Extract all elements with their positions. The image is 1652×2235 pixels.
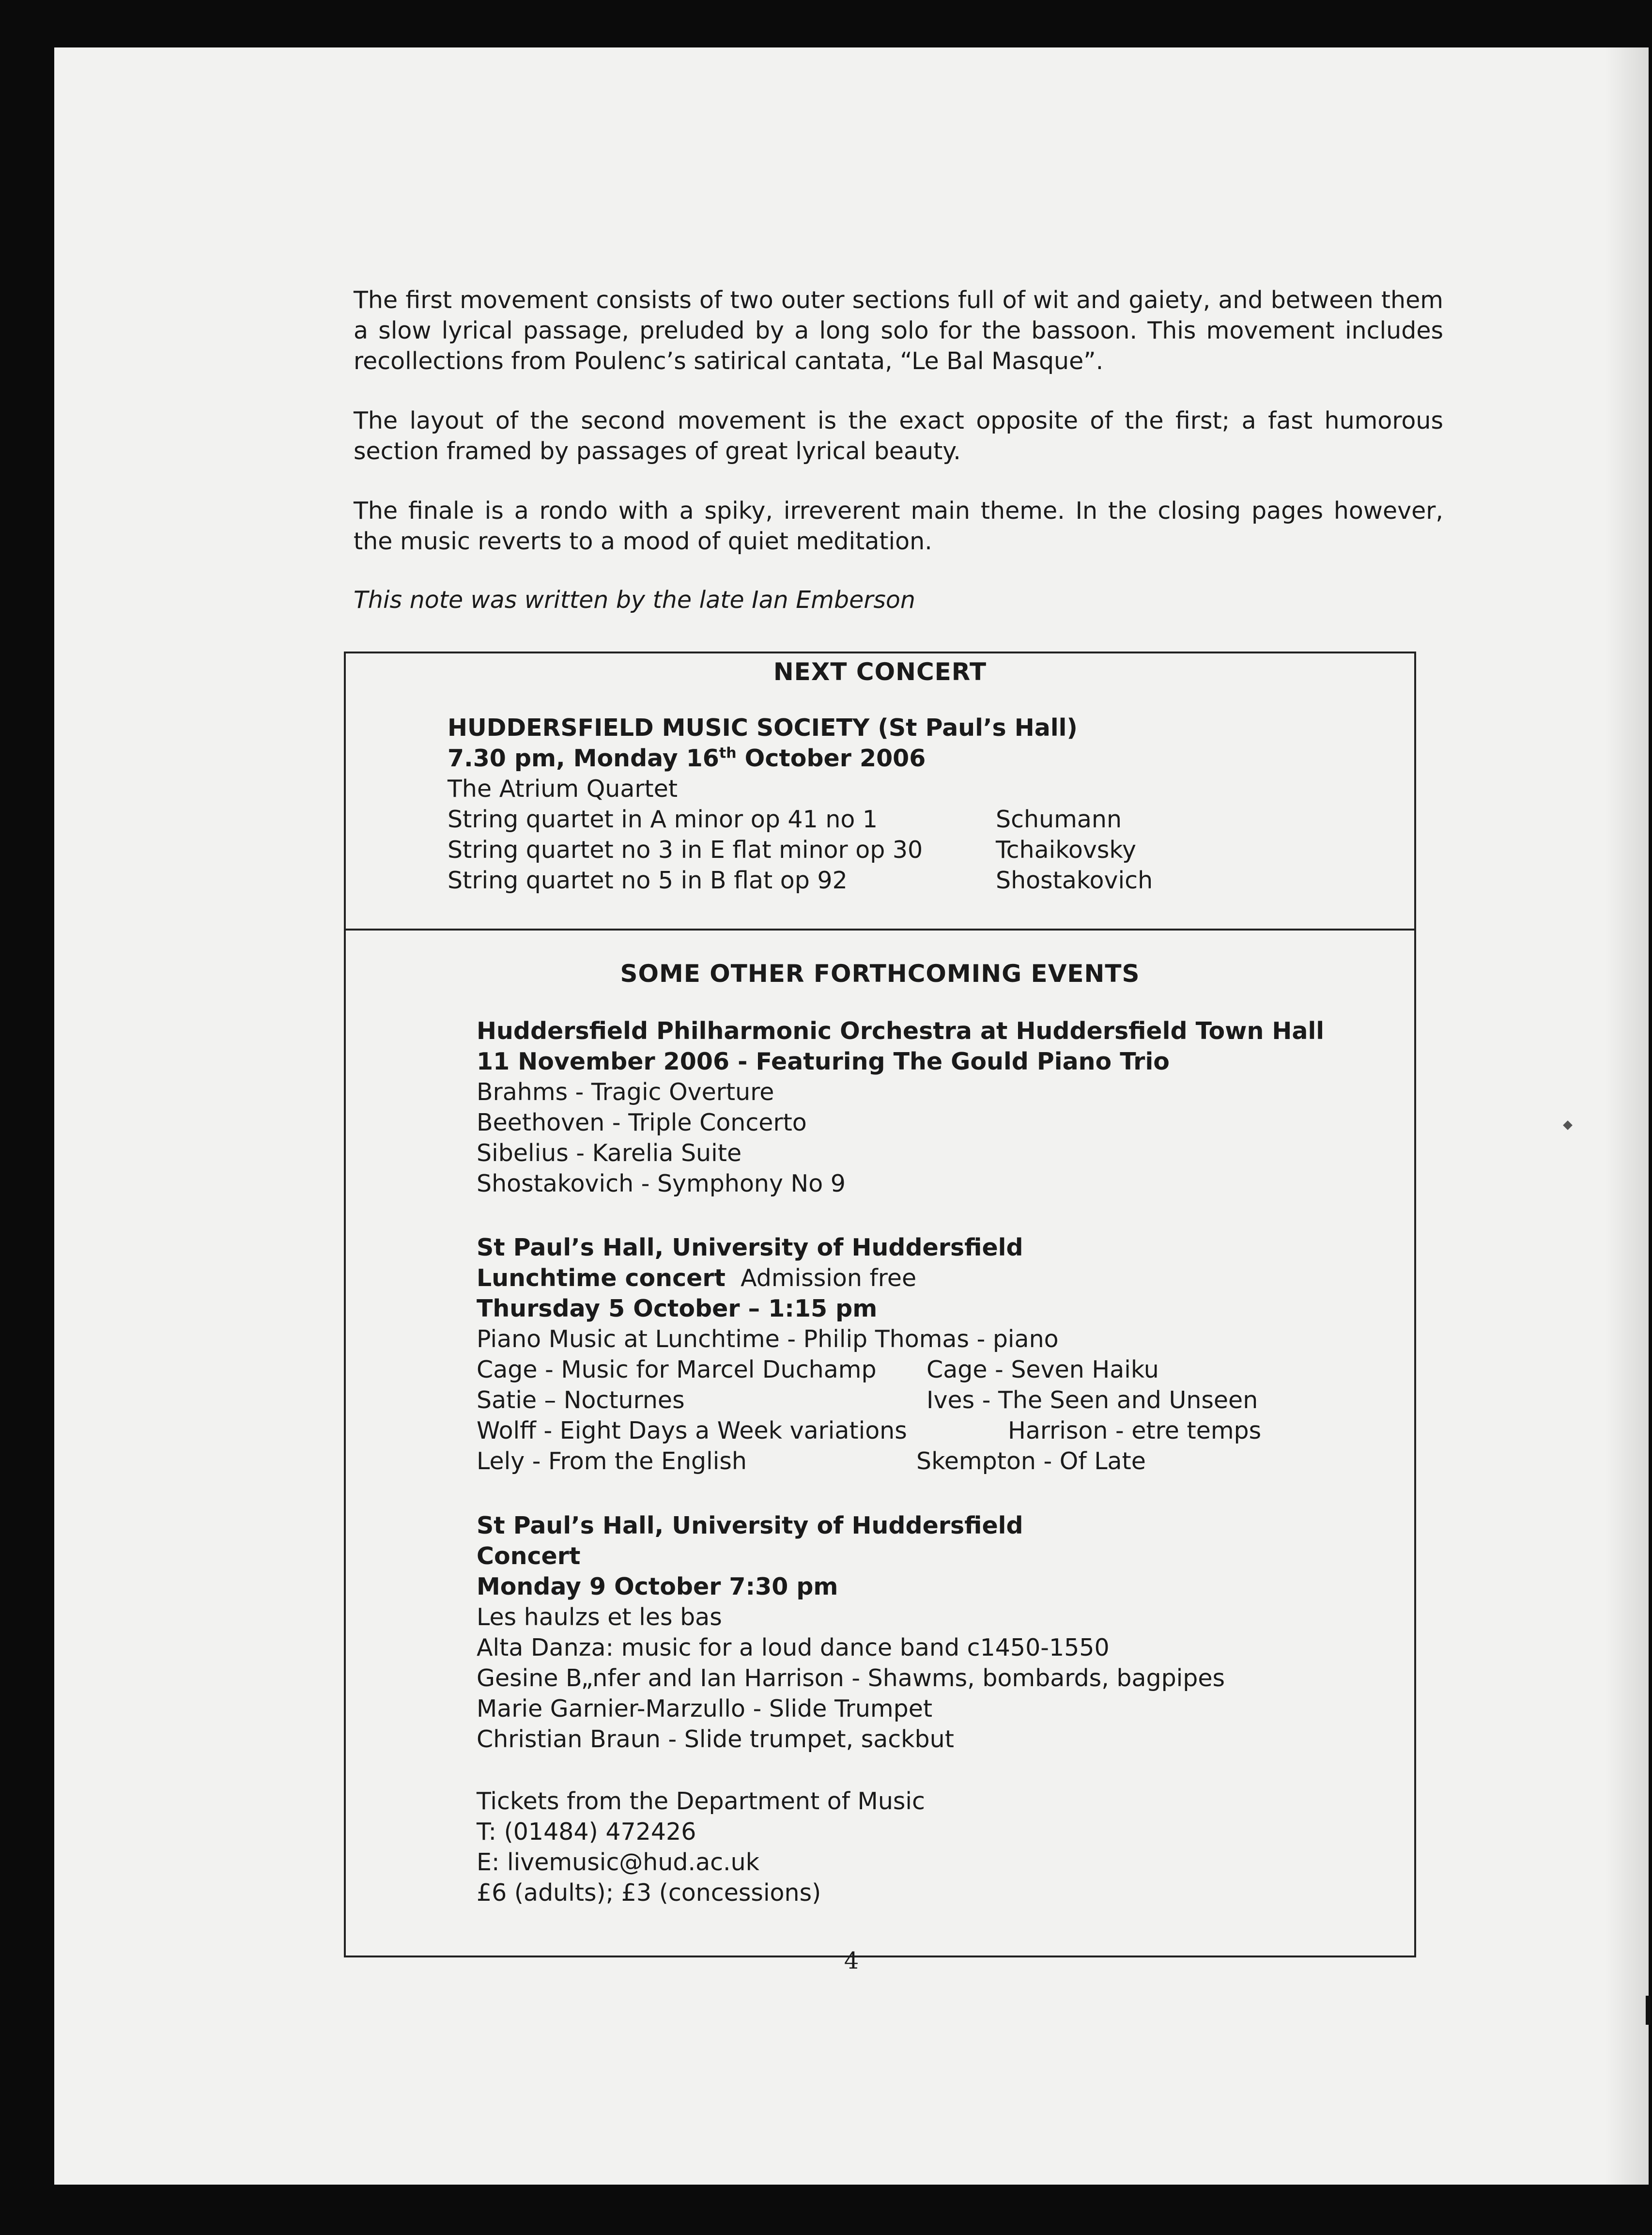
next-concert-details: [448, 713, 1392, 896]
program-composer: Tchaikovsky: [996, 836, 1137, 864]
event-detail: Marie Garnier-Marzullo - Slide Trumpet: [477, 1695, 933, 1723]
program-pair-row: [477, 1354, 1406, 1385]
program-work: String quartet in A minor op 41 no 1: [448, 806, 878, 833]
program-work: String quartet no 3 in E flat minor op 30: [448, 836, 923, 864]
event-concert: [477, 1510, 1406, 1754]
tickets-phone: T: (01484) 472426: [477, 1818, 696, 1846]
event-subtitle: 11 November 2006 - Featuring The Gould Piano Trio: [477, 1048, 1170, 1075]
event-orchestra: [477, 1016, 1406, 1199]
event-venue: St Paul’s Hall, University of Huddersfield: [477, 1234, 1023, 1261]
next-concert-performer: The Atrium Quartet: [448, 775, 678, 803]
program-right: Harrison - etre temps: [1008, 1417, 1262, 1444]
event-type-line: [477, 1263, 1406, 1293]
tickets-source: Tickets from the Department of Music: [477, 1787, 925, 1815]
note-paragraph-2: The layout of the second movement is the exact opposite of the first; a fast humorous section framed by passages of great lyrical beauty.: [354, 407, 1443, 465]
event-detail: Gesine B„nfer and Ian Harrison - Shawms, bombards, bagpipes: [477, 1664, 1225, 1692]
event-program-item: Beethoven - Triple Concerto: [477, 1109, 807, 1136]
program-work: String quartet no 5 in B flat op 92: [448, 867, 848, 894]
page-number: 4: [844, 1947, 859, 1974]
program-pair-row: [477, 1385, 1406, 1415]
event-detail: Les haulzs et les bas: [477, 1603, 722, 1631]
event-intro: Piano Music at Lunchtime - Philip Thomas - piano: [477, 1325, 1059, 1353]
tickets-email: E: livemusic@hud.ac.uk: [477, 1848, 760, 1876]
program-right: Ives - The Seen and Unseen: [926, 1386, 1258, 1414]
program-pair-row: [477, 1446, 1406, 1476]
program-pair-row: [477, 1415, 1406, 1446]
next-concert-date: 7.30 pm, Monday 16th October 2006: [448, 745, 926, 772]
program-left: Lely - From the English: [477, 1447, 747, 1475]
program-right: Cage - Seven Haiku: [926, 1356, 1159, 1383]
event-type: Lunchtime concert: [477, 1264, 726, 1292]
event-program-item: Brahms - Tragic Overture: [477, 1078, 774, 1106]
program-left: Satie – Nocturnes: [477, 1386, 685, 1414]
event-program-item: Shostakovich - Symphony No 9: [477, 1170, 846, 1197]
note-paragraph-3: The finale is a rondo with a spiky, irreverent main theme. In the closing pages however, the music reverts to a mood of quiet meditation.: [354, 497, 1443, 555]
document-page: [54, 47, 1649, 2185]
page-edge-shadow: [1605, 47, 1649, 2185]
program-row: [448, 804, 1392, 835]
margin-mark: [1646, 1996, 1651, 2025]
program-left: Cage - Music for Marcel Duchamp: [477, 1356, 877, 1383]
note-paragraph-1: The first movement consists of two outer sections full of wit and gaiety, and between them a slow lyrical passage, preluded by a long solo for the bassoon. This movement includes recollections from Poulenc’s satirical cantata, “Le Bal Masque”.: [354, 286, 1443, 375]
event-admission: Admission free: [741, 1264, 917, 1292]
program-composer: Schumann: [996, 806, 1122, 833]
program-left: Wolff - Eight Days a Week variations: [477, 1417, 907, 1444]
event-detail: Christian Braun - Slide trumpet, sackbut: [477, 1725, 954, 1753]
event-type: Concert: [477, 1542, 581, 1570]
next-concert-box: [344, 652, 1416, 931]
event-date: Thursday 5 October – 1:15 pm: [477, 1295, 878, 1322]
event-date: Monday 9 October 7:30 pm: [477, 1573, 838, 1600]
forthcoming-events-box: [344, 929, 1416, 1957]
ticket-info: [477, 1786, 1406, 1908]
program-composer: Shostakovich: [996, 867, 1153, 894]
event-program-item: Sibelius - Karelia Suite: [477, 1139, 742, 1167]
event-detail: Alta Danza: music for a loud dance band c1450-1550: [477, 1634, 1110, 1661]
event-lunchtime: [477, 1232, 1406, 1476]
note-credit: This note was written by the late Ian Emberson: [354, 586, 915, 614]
next-concert-heading: NEXT CONCERT: [773, 658, 987, 686]
program-right: Skempton - Of Late: [916, 1447, 1146, 1475]
program-row: [448, 835, 1392, 865]
programme-note: [354, 285, 1443, 644]
next-concert-venue: HUDDERSFIELD MUSIC SOCIETY (St Paul’s Hall): [448, 714, 1078, 742]
tickets-prices: £6 (adults); £3 (concessions): [477, 1879, 821, 1907]
event-title: Huddersfield Philharmonic Orchestra at Huddersfield Town Hall: [477, 1017, 1325, 1045]
event-venue: St Paul’s Hall, University of Huddersfield: [477, 1512, 1023, 1539]
program-row: [448, 865, 1392, 896]
events-heading: SOME OTHER FORTHCOMING EVENTS: [620, 960, 1140, 988]
